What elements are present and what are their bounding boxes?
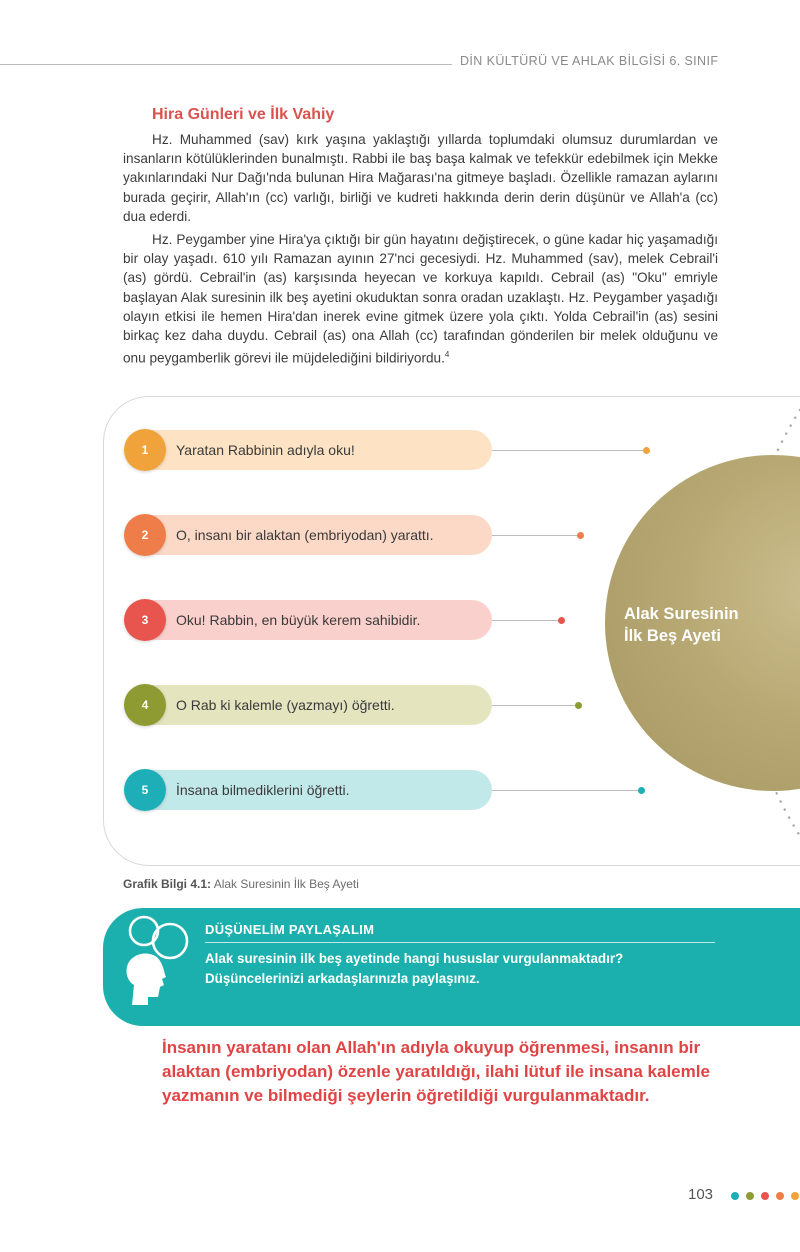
verse-item-4 — [128, 685, 492, 725]
verse-text: O Rab ki kalemle (yazmayı) öğretti. — [176, 697, 395, 713]
paragraph-1-text: Hz. Muhammed (sav) kırk yaşına yaklaştığı yıllarda toplumdaki olumsuz durumlardan ve insanların kötülüklerinden bunalmıştı. Rabbi ile baş başa kalmak ve tefekkür edebilmek için Mekke yakınlarındaki Nur Dağı'nda bulunan Hira Mağarası'na gitmeye başladı. Özellikle ramazan aylarını burada geçirir, Allah'ın (cc) varlığı, birliği ve kudreti hakkında derin derin düşünür ve Allah'a (cc) dua ederdi. — [123, 132, 718, 224]
verse-number-badge: 2 — [124, 514, 166, 556]
verse-connector-dot — [575, 702, 582, 709]
footnote-ref: 4 — [444, 350, 450, 360]
verse-number-badge: 4 — [124, 684, 166, 726]
thinking-head-icon — [118, 913, 198, 1009]
verse-item-1 — [128, 430, 492, 470]
verse-text: Yaratan Rabbinin adıyla oku! — [176, 442, 355, 458]
verse-connector-dot — [577, 532, 584, 539]
verse-item-5 — [128, 770, 492, 810]
caption-text: Alak Suresinin İlk Beş Ayeti — [213, 877, 359, 891]
think-share-title: DÜŞÜNELİM PAYLAŞALIM — [205, 922, 375, 937]
page-number: 103 — [688, 1186, 714, 1203]
think-share-divider — [205, 942, 715, 943]
footer-dot — [746, 1192, 754, 1200]
verse-number-badge: 5 — [124, 769, 166, 811]
answer-text: İnsanın yaratanı olan Allah'ın adıyla okuyup öğrenmesi, insanın bir alaktan (embriyodan) özenle yaratıldığı, ilahi lütuf ile insana kalemle yazmanın ve bilmediği şeylerin öğretildiği vurgulanmaktadır. — [162, 1038, 710, 1105]
verse-connector-dot — [558, 617, 565, 624]
section-title: Hira Günleri ve İlk Vahiy — [152, 106, 335, 123]
verse-text: Oku! Rabbin, en büyük kerem sahibidir. — [176, 612, 421, 628]
verse-item-3 — [128, 600, 492, 640]
verse-connector-line — [492, 450, 646, 451]
paragraph-2-text: Hz. Peygamber yine Hira'ya çıktığı bir gün hayatını değiştirecek, o güne kadar hiç yaşamadığı bir olay yaşadı. 610 yılı Ramazan ayının 27'nci gecesiydi. Hz. Muhammed (sav), melek Cebrail'i (as) gördü. Cebrail'in (as) karşısında heyecan ve korkuya kapıldı. Cebrail (as) "Oku" emriyle başlayan Alak suresinin ilk beş ayetini okuduktan sonra oradan uzaklaştı. Hz. Peygamber yaşadığı olayın etkisi ile hemen Hira'dan inerek evine gitmek üzere yola çıktı. Yolda Cebrail'in (as) sesini birkaç kez daha duydu. Cebrail (as) ona Allah (cc) tarafından gönderilen bir melek olduğunu ve onu peygamberlik görevi ile müjdelediğini bildiriyordu. — [123, 232, 718, 366]
footer-dot — [791, 1192, 799, 1200]
footer-dot — [776, 1192, 784, 1200]
verse-number-badge: 3 — [124, 599, 166, 641]
think-share-question: Alak suresinin ilk beş ayetinde hangi hususlar vurgulanmaktadır? Düşüncelerinizi arkadaşlarınızla paylaşınız. — [205, 951, 624, 986]
verse-connector-line — [492, 535, 580, 536]
verse-text: O, insanı bir alaktan (embriyodan) yarattı. — [176, 527, 434, 543]
verse-connector-line — [492, 705, 578, 706]
running-header: DİN KÜLTÜRÜ VE AHLAK BİLGİSİ 6. SINIF — [460, 54, 719, 68]
verse-connector-line — [492, 620, 561, 621]
verse-number-badge: 1 — [124, 429, 166, 471]
footer-dot — [761, 1192, 769, 1200]
footer-dot — [731, 1192, 739, 1200]
verse-text: İnsana bilmediklerini öğretti. — [176, 782, 350, 798]
verse-connector-dot — [638, 787, 645, 794]
figure-caption — [123, 877, 359, 891]
verse-connector-dot — [643, 447, 650, 454]
center-circle-title: Alak Suresinin İlk Beş Ayeti — [624, 605, 739, 645]
verse-item-2 — [128, 515, 492, 555]
verse-connector-line — [492, 790, 641, 791]
caption-label: Grafik Bilgi 4.1: — [123, 877, 212, 891]
